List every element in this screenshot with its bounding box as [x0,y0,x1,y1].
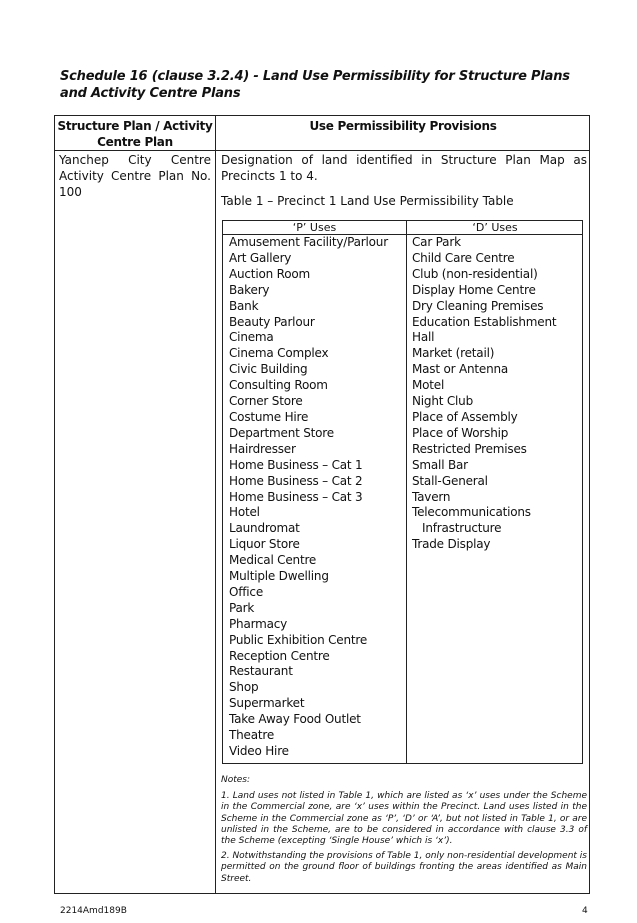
d-list-item: Night Club [412,394,473,409]
d-list-item: Display Home Centre [412,282,536,297]
p-list-item: Hairdresser [229,441,296,456]
p-list-item: Multiple Dwelling [229,569,329,584]
table-caption: Table 1 – Precinct 1 Land Use Permissibility Table [221,194,514,208]
column-divider [215,116,216,893]
p-list-item: Supermarket [229,696,305,711]
page-number: 4 [582,906,588,916]
document-id: 2214Amd189B [60,906,127,916]
d-list-item: Dry Cleaning Premises [412,298,544,313]
p-list-item: Auction Room [229,266,310,281]
structure-plan-column-header: Structure Plan / Activity Centre Plan [57,119,213,149]
d-list-item: Motel [412,378,445,393]
land-use-table [222,220,583,764]
p-list-item: Video Hire [229,744,289,758]
p-list-item: Art Gallery [229,250,292,265]
precinct-designation: Designation of land identified in Structure Plan Map as Precincts 1 to 4. [221,153,587,183]
p-list-item: Restaurant [229,664,293,679]
d-list-item: Hall [412,330,435,345]
d-uses-header: ‘D’ Uses [472,221,518,234]
p-list-item: Bakery [229,282,270,297]
p-list-item: Take Away Food Outlet [229,712,361,727]
d-list-item: Mast or Antenna [412,362,509,377]
p-list-item: Park [229,600,255,615]
p-list-item: Laundromat [229,521,300,536]
p-list-item: Consulting Room [229,378,328,393]
p-list-item: Cinema [229,330,274,345]
p-list-item: Home Business – Cat 2 [229,473,363,488]
p-list-item: Liquor Store [229,537,300,552]
schedule-table [54,115,590,894]
d-list-item: Car Park [412,235,461,249]
p-list-item: Home Business – Cat 1 [229,457,363,472]
d-list-item: Place of Worship [412,425,509,440]
p-list-item: Bank [229,298,259,313]
p-list-item: Hotel [229,505,260,520]
note-1: 1. Land uses not listed in Table 1, which are listed as ‘x’ uses under the Scheme in the Commercial zone, are ‘x’ uses within the Precinct. Land uses listed in the Scheme in the Commercial zone as ‘P’, ‘D’ or ‘A’, but not listed in Table 1, or are unlisted in the Scheme, are to be considered in accordance with clause 3.3 of the Scheme (excepting ‘Single House’ which is ‘x’). [221,791,587,847]
d-list-item: Market (retail) [412,346,495,361]
p-uses-list [229,235,404,760]
p-list-item: Pharmacy [229,616,288,631]
d-list-item: Place of Assembly [412,409,518,424]
d-list-item: Stall-General [412,473,488,488]
d-list-item: Telecommunications Infrastructure [412,505,531,536]
schedule-heading: Schedule 16 (clause 3.2.4) - Land Use Permissibility for Structure Plans and Activity Centre Plans [60,69,570,101]
p-list-item: Department Store [229,425,334,440]
p-list-item: Theatre [229,728,275,743]
p-list-item: Reception Centre [229,648,330,663]
d-list-item: Tavern [412,489,451,504]
d-list-item: Restricted Premises [412,441,527,456]
d-list-item: Trade Display [412,537,491,552]
notes [221,775,587,889]
d-list-item: Club (non-residential) [412,266,538,281]
p-list-item: Amusement Facility/Parlour [229,235,388,249]
d-list-item: Education Establishment [412,314,557,329]
d-uses-list [412,235,580,553]
uses-column-divider [406,221,407,763]
d-list-item: Small Bar [412,457,468,472]
d-list-item: Child Care Centre [412,250,515,265]
p-list-item: Public Exhibition Centre [229,632,368,647]
structure-plan-name: Yanchep City Centre Activity Centre Plan No. 100 [59,153,211,199]
provisions-column-header: Use Permissibility Provisions [309,119,497,133]
p-list-item: Office [229,584,264,599]
notes-title: Notes: [221,775,251,785]
p-list-item: Home Business – Cat 3 [229,489,363,504]
p-list-item: Corner Store [229,394,303,409]
p-list-item: Medical Centre [229,553,317,568]
p-list-item: Costume Hire [229,409,309,424]
p-list-item: Shop [229,680,259,695]
p-list-item: Cinema Complex [229,346,329,361]
p-uses-header: ‘P’ Uses [292,221,337,234]
note-2: 2. Notwithstanding the provisions of Table 1, only non-residential development is permitted on the ground floor of buildings fronting the areas identified as Main Street. [221,851,587,884]
p-list-item: Beauty Parlour [229,314,315,329]
p-list-item: Civic Building [229,362,308,377]
